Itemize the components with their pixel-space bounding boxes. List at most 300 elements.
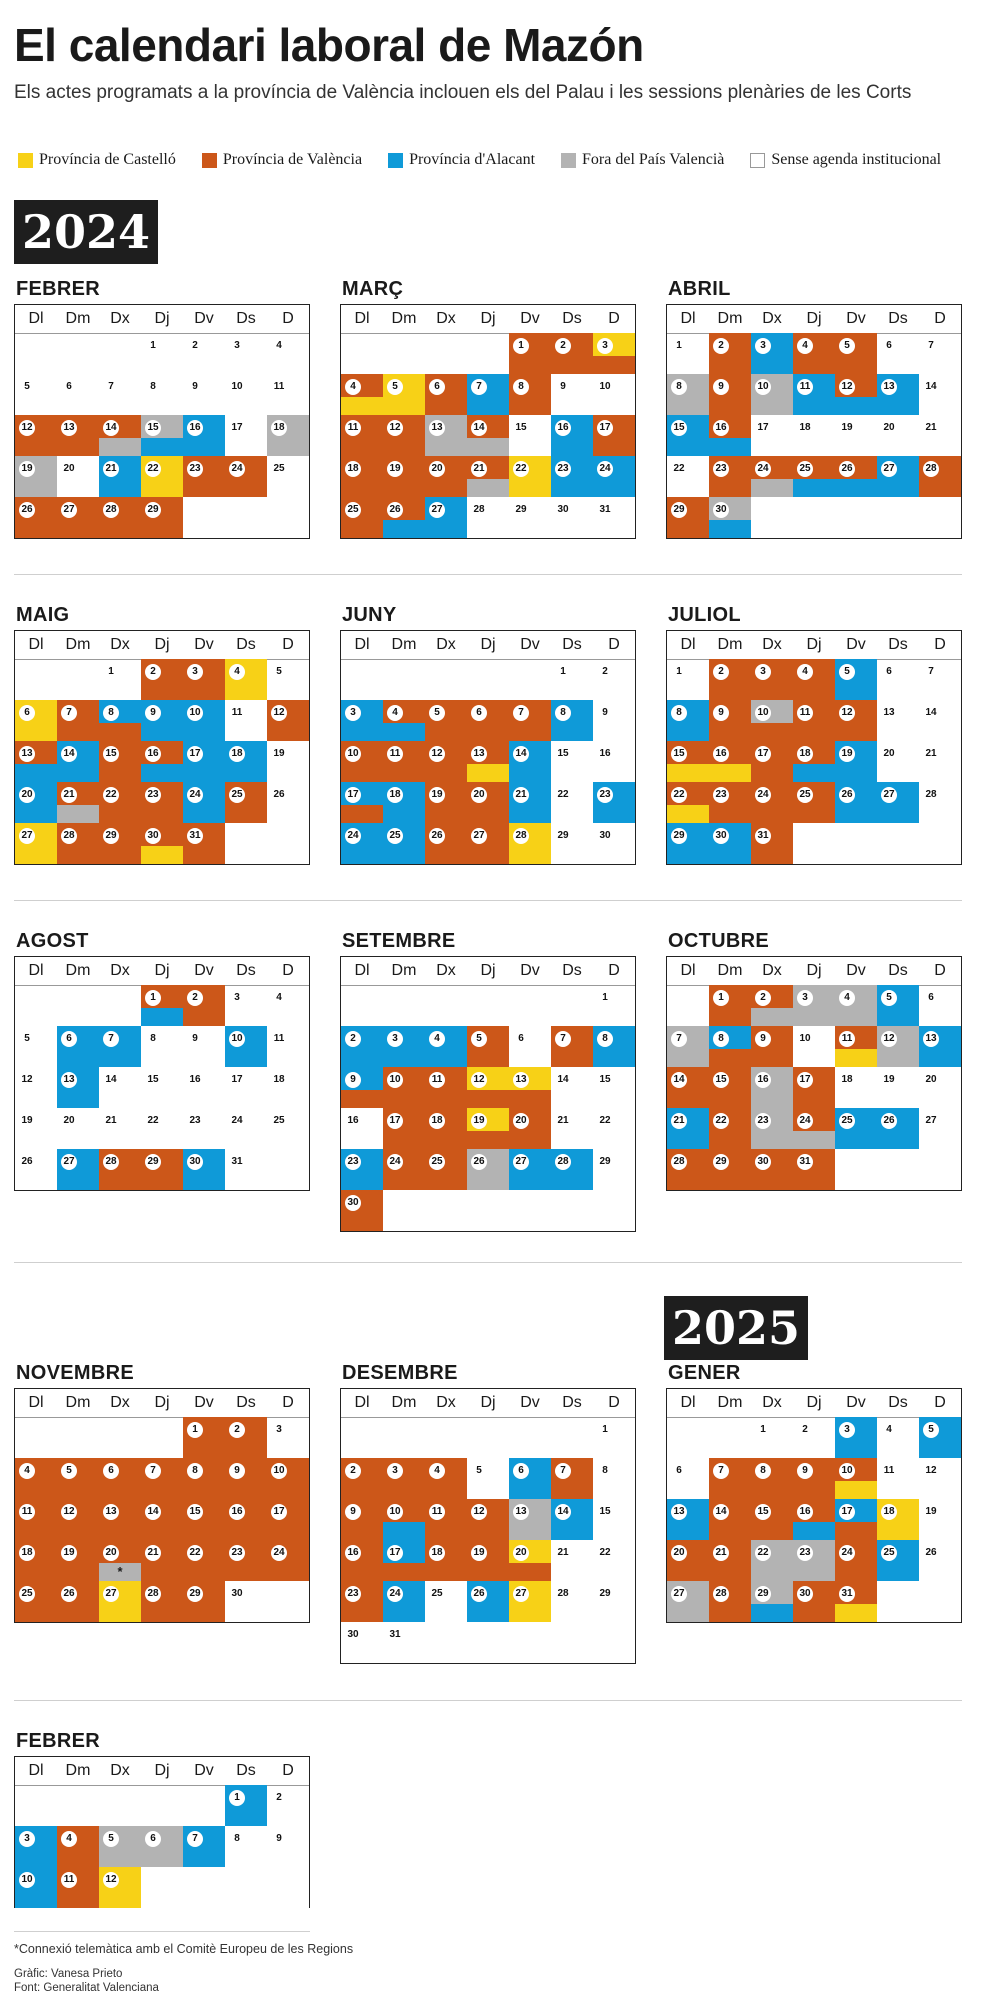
day-number: 6 <box>676 1465 682 1476</box>
day-cell <box>57 1149 99 1190</box>
day-number: 3 <box>276 1424 282 1435</box>
day-cell <box>793 1149 835 1190</box>
day-cell <box>267 1826 309 1867</box>
agenda-band <box>383 723 425 741</box>
day-number: 29 <box>599 1156 611 1167</box>
agenda-band <box>593 356 635 374</box>
day-cell <box>593 456 635 497</box>
weekday-label: D <box>608 1394 620 1411</box>
day-number: 1 <box>150 340 156 351</box>
day-number: 25 <box>345 502 361 518</box>
day-cell <box>593 415 635 456</box>
day-cell <box>509 1581 551 1622</box>
day-number: 12 <box>21 1074 33 1085</box>
day-number: 12 <box>271 705 287 721</box>
day-number: 20 <box>883 748 895 759</box>
day-cell <box>793 1540 835 1581</box>
day-cell <box>793 456 835 497</box>
day-number: 23 <box>145 787 161 803</box>
day-cell <box>667 700 709 741</box>
day-number: 3 <box>755 338 771 354</box>
day-number: 22 <box>557 789 569 800</box>
day-number: 9 <box>192 1033 198 1044</box>
agenda-band <box>751 1604 793 1622</box>
day-cell <box>793 1417 835 1458</box>
day-number: 30 <box>713 502 729 518</box>
weekday-label: Dx <box>762 310 782 327</box>
weekday-label: D <box>282 962 294 979</box>
day-cell <box>341 374 383 415</box>
day-cell <box>877 333 919 374</box>
day-number: 3 <box>387 1031 403 1047</box>
day-number: 7 <box>555 1031 571 1047</box>
day-number: 14 <box>61 746 77 762</box>
day-cell <box>877 1108 919 1149</box>
day-number: 22 <box>103 787 119 803</box>
day-number: 17 <box>755 746 771 762</box>
weekday-label: Ds <box>236 1762 256 1779</box>
legend-item-castello <box>18 151 176 169</box>
day-cell <box>225 333 267 374</box>
month-name: FEBRER <box>16 1730 101 1752</box>
day-number: 2 <box>229 1422 245 1438</box>
day-number: 28 <box>145 1586 161 1602</box>
day-cell <box>751 985 793 1026</box>
day-number: 20 <box>471 787 487 803</box>
day-number: 20 <box>103 1545 119 1561</box>
weekday-label: Dl <box>680 636 696 653</box>
weekday-label: Dl <box>354 1394 370 1411</box>
day-cell <box>15 1149 57 1190</box>
day-cell <box>425 1458 467 1499</box>
day-number: 30 <box>713 828 729 844</box>
day-number: 27 <box>471 828 487 844</box>
day-number: 28 <box>103 1154 119 1170</box>
day-number: 8 <box>671 705 687 721</box>
day-number: 17 <box>231 1074 243 1085</box>
day-cell <box>667 1108 709 1149</box>
agenda-band <box>751 1008 793 1026</box>
day-cell <box>383 1067 425 1108</box>
day-number: 13 <box>19 746 35 762</box>
day-number: 11 <box>429 1072 445 1088</box>
day-cell <box>751 1499 793 1540</box>
day-cell <box>267 659 309 700</box>
day-number: 28 <box>61 828 77 844</box>
day-number: 11 <box>231 707 243 718</box>
weekday-label: Dv <box>520 1394 540 1411</box>
day-number: 5 <box>881 990 897 1006</box>
weekday-label: Dl <box>680 962 696 979</box>
day-number: 16 <box>755 1072 771 1088</box>
day-cell <box>383 1499 425 1540</box>
agenda-band <box>793 1522 835 1540</box>
day-cell <box>877 659 919 700</box>
weekday-header <box>341 631 635 660</box>
day-cell <box>551 1026 593 1067</box>
day-cell <box>15 1026 57 1067</box>
day-cell <box>509 1499 551 1540</box>
weekday-header <box>15 631 309 660</box>
month-name: JUNY <box>342 604 397 626</box>
day-number: 15 <box>599 1074 611 1085</box>
day-number: 16 <box>713 420 729 436</box>
day-number: 11 <box>61 1872 77 1888</box>
day-number: 29 <box>145 502 161 518</box>
day-number: 13 <box>513 1072 529 1088</box>
day-cell <box>267 333 309 374</box>
day-number: 25 <box>797 461 813 477</box>
day-number: 23 <box>713 461 729 477</box>
day-number: 12 <box>387 420 403 436</box>
day-cell <box>793 985 835 1026</box>
month-grid <box>340 956 636 1232</box>
day-number: 17 <box>187 746 203 762</box>
day-number: 5 <box>276 666 282 677</box>
day-cell <box>877 782 919 823</box>
day-cell <box>667 374 709 415</box>
day-number: 17 <box>387 1545 403 1561</box>
day-number: 24 <box>387 1586 403 1602</box>
day-number: 13 <box>881 379 897 395</box>
month-name: DESEMBRE <box>342 1362 458 1384</box>
day-number: 21 <box>713 1545 729 1561</box>
day-cell <box>919 1067 961 1108</box>
day-number: 2 <box>192 340 198 351</box>
day-cell <box>509 1067 551 1108</box>
day-number: 21 <box>925 422 937 433</box>
month-grid <box>14 1756 310 1908</box>
day-number: 31 <box>755 828 771 844</box>
month-name: AGOST <box>16 930 89 952</box>
day-number: 4 <box>886 1424 892 1435</box>
day-number: 12 <box>429 746 445 762</box>
weekday-label: Dl <box>680 1394 696 1411</box>
day-cell <box>667 333 709 374</box>
weekday-label: Ds <box>236 310 256 327</box>
day-cell <box>551 415 593 456</box>
day-number: 22 <box>673 463 685 474</box>
agenda-band <box>383 520 425 538</box>
legend-label: Província de València <box>222 151 363 168</box>
weekday-label: Dx <box>762 1394 782 1411</box>
day-number: 2 <box>187 990 203 1006</box>
day-cell <box>141 700 183 741</box>
day-number: 5 <box>471 1031 487 1047</box>
weekday-label: D <box>282 1394 294 1411</box>
day-cell <box>225 374 267 415</box>
day-cell <box>15 741 57 782</box>
day-number: 3 <box>755 664 771 680</box>
day-cell <box>835 1540 877 1581</box>
day-cell <box>15 1499 57 1540</box>
day-cell <box>267 741 309 782</box>
day-cell <box>667 1540 709 1581</box>
day-number: 30 <box>557 504 569 515</box>
legend-label: Sense agenda institucional <box>771 151 942 168</box>
day-cell <box>99 1581 141 1622</box>
agenda-band <box>383 1563 425 1581</box>
day-cell <box>793 700 835 741</box>
weekday-label: Dv <box>846 962 866 979</box>
day-cell <box>341 1622 383 1663</box>
legend-swatch <box>561 153 576 168</box>
agenda-band <box>667 764 709 782</box>
day-cell <box>141 1108 183 1149</box>
day-number: 18 <box>387 787 403 803</box>
day-number: 23 <box>755 1113 771 1129</box>
day-number: 27 <box>925 1115 937 1126</box>
day-cell <box>593 497 635 538</box>
day-number: 27 <box>881 461 897 477</box>
day-number: 18 <box>841 1074 853 1085</box>
day-cell <box>751 1540 793 1581</box>
day-cell <box>551 659 593 700</box>
agenda-band <box>709 764 751 782</box>
day-number: 11 <box>797 379 813 395</box>
year-label-2025: 2025 <box>664 1296 808 1360</box>
day-cell <box>341 1026 383 1067</box>
day-number: 16 <box>347 1115 359 1126</box>
day-cell <box>383 497 425 538</box>
day-number: 20 <box>671 1545 687 1561</box>
day-number: 28 <box>555 1154 571 1170</box>
day-number: 5 <box>24 381 30 392</box>
legend-item-fora <box>561 151 724 169</box>
day-number: 7 <box>187 1831 203 1847</box>
day-number: 23 <box>345 1154 361 1170</box>
day-cell <box>509 415 551 456</box>
day-cell <box>141 497 183 538</box>
day-cell <box>551 497 593 538</box>
weekday-label: Ds <box>562 962 582 979</box>
day-cell <box>751 456 793 497</box>
day-number: 15 <box>671 420 687 436</box>
day-number: 31 <box>839 1586 855 1602</box>
day-number: 7 <box>928 340 934 351</box>
month-grid <box>666 956 962 1191</box>
day-cell <box>667 823 709 864</box>
day-cell <box>341 415 383 456</box>
day-cell <box>919 415 961 456</box>
day-cell <box>425 823 467 864</box>
day-cell <box>57 741 99 782</box>
day-cell <box>593 659 635 700</box>
day-cell <box>141 1826 183 1867</box>
day-number: 17 <box>271 1504 287 1520</box>
day-number: 20 <box>19 787 35 803</box>
day-cell <box>919 1458 961 1499</box>
weekday-label: Dm <box>717 962 743 979</box>
weekday-label: Ds <box>236 962 256 979</box>
day-cell <box>835 782 877 823</box>
day-number: 27 <box>881 787 897 803</box>
page-subtitle: Els actes programats a la província de València inclouen els del Palau i les sessions plenàries de les Corts <box>14 82 912 103</box>
day-number: 19 <box>471 1545 487 1561</box>
day-cell <box>341 1190 383 1231</box>
day-number: 13 <box>61 420 77 436</box>
day-cell <box>667 741 709 782</box>
weekday-label: Dv <box>520 636 540 653</box>
footnote: *Connexió telemàtica amb el Comitè Europeu de les Regions <box>14 1942 354 1956</box>
day-number: 24 <box>755 461 771 477</box>
day-cell <box>751 741 793 782</box>
day-number: 12 <box>471 1072 487 1088</box>
day-number: 8 <box>555 705 571 721</box>
day-number: 11 <box>797 705 813 721</box>
day-cell <box>57 1540 99 1581</box>
weekday-label: Dx <box>110 310 130 327</box>
day-number: 16 <box>797 1504 813 1520</box>
day-cell <box>141 741 183 782</box>
day-number: 2 <box>713 338 729 354</box>
day-number: 22 <box>145 461 161 477</box>
day-number: 3 <box>234 340 240 351</box>
day-number: 23 <box>555 461 571 477</box>
agenda-band <box>467 479 509 497</box>
day-number: 26 <box>839 461 855 477</box>
day-cell <box>425 700 467 741</box>
day-cell <box>57 374 99 415</box>
day-number: 9 <box>713 379 729 395</box>
day-number: 14 <box>471 420 487 436</box>
weekday-header <box>667 631 961 660</box>
day-cell <box>57 1458 99 1499</box>
day-number: 27 <box>61 1154 77 1170</box>
day-number: 17 <box>345 787 361 803</box>
day-cell <box>15 823 57 864</box>
day-cell <box>793 1026 835 1067</box>
day-cell <box>709 659 751 700</box>
weekday-label: Dv <box>194 1394 214 1411</box>
day-number: 6 <box>145 1831 161 1847</box>
agenda-band <box>835 1522 877 1540</box>
day-cell <box>919 700 961 741</box>
day-cell <box>225 1581 267 1622</box>
legend-swatch <box>202 153 217 168</box>
month-name: MARÇ <box>342 278 404 300</box>
day-cell <box>509 1108 551 1149</box>
day-cell <box>667 456 709 497</box>
day-number: 24 <box>345 828 361 844</box>
day-number: 18 <box>273 1074 285 1085</box>
day-number: 27 <box>671 1586 687 1602</box>
day-number: 18 <box>881 1504 897 1520</box>
weekday-label: Dv <box>846 1394 866 1411</box>
day-number: 8 <box>150 381 156 392</box>
day-number: 3 <box>345 705 361 721</box>
day-number: 7 <box>713 1463 729 1479</box>
day-cell <box>593 1026 635 1067</box>
day-cell <box>383 823 425 864</box>
day-number: 5 <box>24 1033 30 1044</box>
legend-label: Fora del País Valencià <box>582 151 725 168</box>
day-cell <box>57 782 99 823</box>
day-cell <box>593 1149 635 1190</box>
day-cell <box>425 1026 467 1067</box>
day-number: 16 <box>713 746 729 762</box>
month-grid <box>666 304 962 539</box>
weekday-label: Dx <box>436 636 456 653</box>
day-number: 4 <box>429 1031 445 1047</box>
day-number: 15 <box>145 420 161 436</box>
agenda-band <box>141 764 183 782</box>
day-number: 30 <box>599 830 611 841</box>
day-cell <box>509 782 551 823</box>
day-number: 23 <box>187 461 203 477</box>
weekday-header <box>341 957 635 986</box>
day-cell <box>709 374 751 415</box>
day-cell <box>341 782 383 823</box>
agenda-band <box>467 1131 509 1149</box>
day-number: 13 <box>471 746 487 762</box>
day-cell <box>709 1067 751 1108</box>
agenda-band <box>793 1131 835 1149</box>
day-number: 4 <box>229 664 245 680</box>
day-number: 24 <box>839 1545 855 1561</box>
day-cell <box>57 700 99 741</box>
day-number: 28 <box>513 828 529 844</box>
day-number: 8 <box>513 379 529 395</box>
day-cell <box>225 700 267 741</box>
day-number: 29 <box>599 1588 611 1599</box>
day-number: 9 <box>755 1031 771 1047</box>
day-number: 9 <box>145 705 161 721</box>
day-cell <box>835 659 877 700</box>
day-cell <box>793 1067 835 1108</box>
day-number: 26 <box>429 828 445 844</box>
weekday-label: Dl <box>28 1394 44 1411</box>
day-number: 24 <box>387 1154 403 1170</box>
day-cell <box>919 741 961 782</box>
day-cell <box>383 782 425 823</box>
legend-swatch <box>388 153 403 168</box>
day-cell <box>183 415 225 456</box>
day-number: 6 <box>66 381 72 392</box>
day-number: 16 <box>599 748 611 759</box>
day-cell <box>877 1499 919 1540</box>
day-cell <box>183 333 225 374</box>
day-cell <box>593 374 635 415</box>
day-cell <box>919 659 961 700</box>
weekday-label: Dm <box>391 310 417 327</box>
day-cell <box>425 1108 467 1149</box>
day-cell <box>667 415 709 456</box>
day-cell <box>551 741 593 782</box>
day-cell <box>835 741 877 782</box>
agenda-band <box>341 1090 383 1108</box>
day-cell <box>877 415 919 456</box>
day-cell <box>99 456 141 497</box>
day-number: 26 <box>21 1156 33 1167</box>
day-number: 29 <box>557 830 569 841</box>
day-number: 9 <box>345 1504 361 1520</box>
day-number: 1 <box>229 1790 245 1806</box>
day-number: 18 <box>19 1545 35 1561</box>
day-number: 31 <box>599 504 611 515</box>
day-cell <box>15 700 57 741</box>
day-number: 30 <box>145 828 161 844</box>
day-number: 15 <box>103 746 119 762</box>
day-number: 26 <box>925 1547 937 1558</box>
day-number: 19 <box>883 1074 895 1085</box>
day-cell <box>877 700 919 741</box>
day-number: 4 <box>839 990 855 1006</box>
weekday-label: D <box>608 962 620 979</box>
day-cell <box>467 823 509 864</box>
weekday-label: Dl <box>28 1762 44 1779</box>
day-number: 14 <box>925 707 937 718</box>
